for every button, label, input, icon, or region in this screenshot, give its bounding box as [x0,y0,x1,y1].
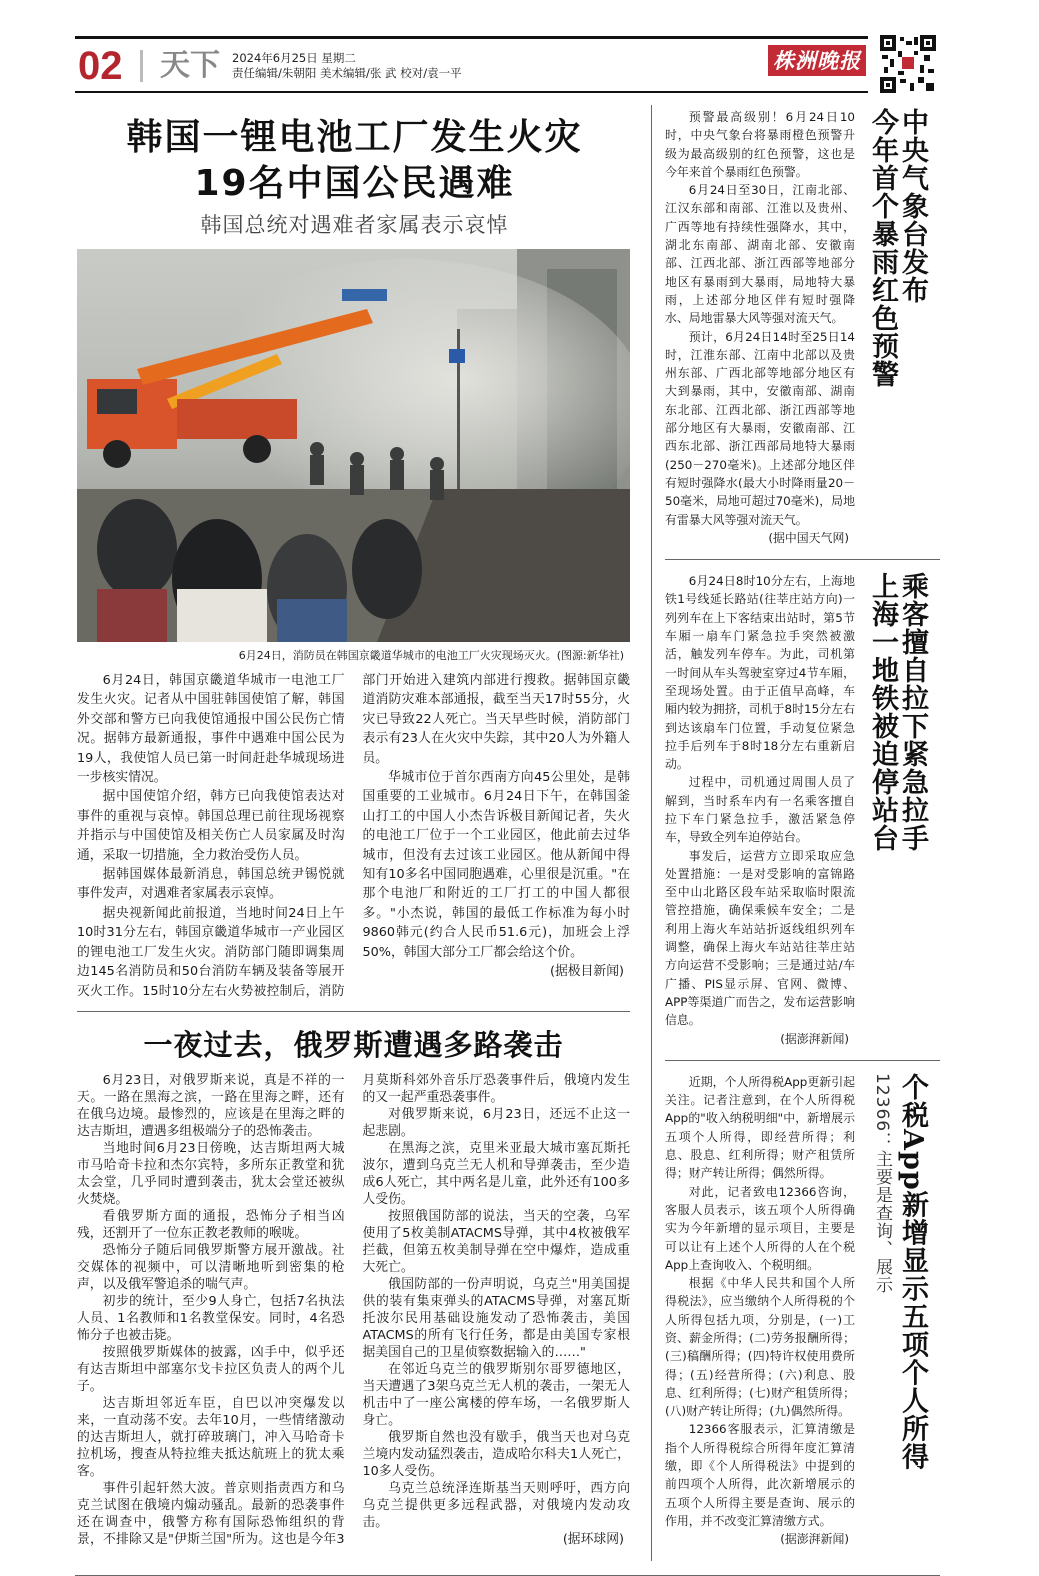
qr-code-icon [880,35,936,93]
paragraph: 按照俄罗斯媒体的披露，凶手中，似乎还有达吉斯坦中部塞尔戈卡拉区负责人的两个儿子。 [77,1344,345,1394]
paragraph: 恐怖分子随后同俄罗斯警方展开激战。社交媒体的视频中，可以清晰地听到密集的枪声，以及俄军警追杀的喘气声。 [77,1242,345,1292]
metro-article-body [665,572,855,1048]
lead-article-body [77,671,630,1012]
paragraph: 达吉斯坦邻近车臣，自巴以冲突爆发以来，一直动荡不安。去年10月，一些情绪激动的达吉斯坦人，就打碎玻璃门，冲入马哈奇卡拉机场，搜查从特拉维夫抵达航班上的犹太乘客。 [77,1395,345,1479]
left-column [75,105,652,1561]
tax-headline [867,1073,927,1471]
article-source: (据澎湃新闻) [780,1532,849,1547]
editor-credits: 责任编辑/朱朝阳 美术编辑/张 武 校对/袁一平 [232,66,462,80]
paragraph: 预警最高级别！6月24日10时，中央气象台将暴雨橙色预警升级为最高级别的红色预警，这也是今年来首个暴雨红色预警。 [665,110,855,179]
paragraph: 对此，记者致电12366咨询，客服人员表示，该五项个人所得确实为今年新增的显示项目，主要是可以让有上述个人所得的人在个税App上查询收入、个税明细。 [665,1184,855,1272]
paragraph: 事件引起轩然大波。普京则指责西方和乌克兰试图在俄境内煽动骚乱。最新的恐袭事件还在调查中，俄警方称有国际恐怖组织的背景，不排除又是"伊斯兰国"所为。这也是今年3月莫斯科郊外音乐厅恐袭事件后，俄境内发生的又一起严重恐袭事件。 [77,1072,630,1547]
issue-date: 2024年6月25日 星期二 [232,51,356,65]
paragraph: 过程中，司机通过周围人员了解到，当时系车内有一名乘客擅自拉下车门紧急拉手，激活紧急停车，导致全列车迫停站台。 [665,775,855,845]
right-column [652,105,940,1561]
paragraph: 俄罗斯自然也没有歇手，俄当天也对乌克兰境内发动猛烈袭击，造成哈尔科夫1人死亡，10多人受伤。 [362,1429,630,1479]
header-bottom-rule [75,91,868,93]
lead-headline-line1: 韩国一锂电池工厂发生火灾 [126,117,583,158]
page-number: 02 [78,44,123,88]
weather-headline-line1: 中央气象台发布 [897,108,928,304]
paragraph: 看俄罗斯方面的通报，恐怖分子相当凶残，还割开了一位东正教老教师的喉咙。 [77,1208,345,1241]
paragraph: 当地时间6月23日傍晚，达吉斯坦两大城市马哈奇卡拉和杰尔宾特，多所东正教堂和犹太会堂，几乎同时遭到袭击，犹太会堂还被纵火焚烧。 [77,1140,345,1207]
metro-headline [867,572,927,852]
article-source: (据中国天气网) [768,530,849,545]
header-divider [140,50,143,82]
paragraph: 据央视新闻此前报道，当地时间24日上午10时31分左右，韩国京畿道华城市一产业园区的锂电池工厂发生火灾。消防部门随即调集周边145名消防员和50台消防车辆及装备等展开灭火工作。15时10分左右火势被控制后，消防部门开始进入建筑内部进行搜救。据韩国京畿道消防灾难本部通报，截至当天17时55分，火灾已导致22人死亡。当天早些时候，消防部门表示有23人在火灾中失踪，其中20人为外籍人员。 [77,673,630,999]
section-name: 天下 [160,48,220,83]
newspaper-logo: 株洲晚报 [768,45,866,76]
article-source: (据澎湃新闻) [780,1031,849,1046]
paragraph: 预计，6月24日14时至25日14时，江淮东部、江南中北部以及贵州东部、广西北部等地部分地区有大到暴雨，其中，安徽南部、湖南东北部、江西北部、浙江西部等地部分地区有大暴雨，安徽南部、江西东北部、浙江西部局地特大暴雨(250－270毫米)。上述部分地区伴有短时强降水(最大小时降雨量20－50毫米，局地可超过70毫米)，局地有雷暴大风等强对流天气。 [665,329,855,527]
paragraph: 6月24日至30日，江南北部、江汉东部和南部、江淮以及贵州、广西等地有持续性强降水，其中，湖北东南部、湖南北部、安徽南部、江西北部、浙江西部等地部分地区有暴雨到大暴雨，局地特大暴雨，上述部分地区伴有短时强降水、局地雷暴大风等强对流天气。 [665,183,855,326]
article-source: (据环球网) [562,1531,624,1547]
paragraph: 按照俄国防部的说法，当天的空袭，乌军使用了5枚美制ATACMS导弹，其中4枚被俄军拦截，但第五枚美制导弹在空中爆炸，造成重大死亡。 [362,1208,630,1275]
metro-headline-line1: 乘客擅自拉下紧急拉手 [897,572,928,853]
issue-meta [232,51,462,81]
weather-headline-line2: 今年首个暴雨红色预警 [867,108,898,388]
page-body [75,105,940,1576]
paragraph: 乌克兰总统泽连斯基当天则呼吁，西方向乌克兰提供更多远程武器，对俄境内发动攻击。 [362,1480,630,1530]
tax-story [665,1060,940,1561]
paragraph: 在邻近乌克兰的俄罗斯别尔哥罗德地区，当天遭遇了3架乌克兰无人机的袭击，一架无人机击中了一座公寓楼的停车场，一名俄罗斯人身亡。 [362,1361,630,1428]
paragraph: 对俄罗斯来说，6月23日，还远不止这一起悲剧。 [362,1106,630,1139]
paragraph: 12366客服表示，汇算清缴是指个人所得税综合所得年度汇算清缴，即《个人所得税法》中提到的前四项个人所得，此次新增展示的五项个人所得主要是查询、展示的作用，并不改变汇算清缴方式。 [665,1422,855,1528]
paragraph: 在黑海之滨，克里米亚最大城市塞瓦斯托波尔，遭到乌克兰无人机和导弹袭击，至少造成6人死亡，其中两名是儿童，此外还有100多人受伤。 [362,1140,630,1207]
metro-headline-line2: 上海一地铁被迫停站台 [867,572,898,853]
tax-subheadline: 12366：主要是查询、展示 [872,1072,892,1294]
lead-headline-line2: 19名中国公民遇难 [194,163,515,204]
metro-story [665,559,940,1060]
paragraph: 华城市位于首尔西南方向45公里处，是韩国重要的工业城市。6月24日下午，在韩国釜山打工的中国人小杰告诉极目新闻记者，失火的电池工厂位于一个工业园区，他此前去过华城市，但没有去过该工业园区。他从新闻中得知有10多名中国同胞遇难，心里很是沉重。"在那个电池厂和附近的工厂打工的中国人都很多。"小杰说，韩国的最低工作标准为每小时9860韩元(约合人民币51.6元)，加班会上浮50%，韩国大部分工厂都会给这个价。 [362,770,630,960]
russia-article-body [77,1072,630,1548]
paragraph: 据中国使馆介绍，韩方已向我使馆表达对事件的重视与哀悼。韩国总理已前往现场视察并指示与中国使馆及相关伤亡人员家属及时沟通，采取一切措施，全力救治受伤人员。 [77,789,345,863]
paragraph: 6月24日，韩国京畿道华城市一电池工厂发生火灾。记者从中国驻韩国使馆了解，韩国外交部和警方已向我使馆通报中国公民伤亡情况。据韩方最新通报，事件中遇难中国公民为19人，我使馆人员已第一时间赶赴华城现场进一步核实情况。 [77,673,345,786]
paragraph: 根据《中华人民共和国个人所得税法》，应当缴纳个人所得税的个人所得包括九项，分别是，(一)工资、薪金所得；(二)劳务报酬所得；(三)稿酬所得；(四)特许权使用费所得；(五)经营所得；(六)利息、股息、红利所得；(七)财产租赁所得；(八)财产转让所得；(九)偶然所得。 [665,1276,855,1419]
article-source: (据极目新闻) [550,964,624,980]
top-rule [75,36,868,39]
paragraph: 初步的统计，至少9人身亡，包括7名执法人员、1名教师和1名教堂保安。同时，4名恐怖分子也被击毙。 [77,1293,345,1343]
weather-headline [867,108,927,388]
tax-article-body [665,1073,855,1549]
fire-scene-photo [77,249,630,642]
weather-article-body [665,108,855,547]
paragraph: 6月23日，对俄罗斯来说，真是不祥的一天。一路在黑海之滨，一路在里海之畔，还有在俄乌边境。最惨烈的，应该是在里海之畔的达吉斯坦，遭遇多组极端分子的恐怖袭击。 [77,1072,345,1139]
tax-headline-main: 个税App新增显示五项个人所得 [897,1072,928,1471]
weather-story [665,105,940,559]
paragraph: 俄国防部的一份声明说，乌克兰"用美国提供的装有集束弹头的ATACMS导弹，对塞瓦斯托波尔民用基础设施发动了恐怖袭击，美国ATACMS的所有飞行任务，都是由美国专家根据美国自己的卫星侦察数据输入的……" [362,1276,630,1360]
paragraph: 事发后，运营方立即采取应急处置措施：一是对受影响的富锦路至中山北路区段车站采取临时限流管控措施，确保乘候车安全；二是利用上海火车站站折返线组织列车调整，确保上海火车站站往莘庄站方向运营不受影响；三是通过站/车广播、PIS显示屏、官网、微博、APP等渠道广而告之，发布运营影响信息。 [665,848,855,1028]
paragraph: 6月24日8时10分左右，上海地铁1号线延长路站(往莘庄站方向)一列列车在上下客结束出站时，第5节车厢一扇车门紧急拉手突然被激活，触发列车停车。为此，司机第一时间从车头驾驶室穿过4节车厢，至现场处置。由于正值早高峰，车厢内较为拥挤，司机于8时15分左右到达该扇车门位置，手动复位紧急拉手后列车于8时18分左右重新启动。 [665,574,855,772]
photo-caption: 6月24日，消防员在韩国京畿道华城市的电池工厂火灾现场灭火。(图源:新华社) [238,649,624,662]
paragraph: 据韩国媒体最新消息，韩国总统尹锡悦就事件发声，对遇难者家属表示哀悼。 [77,867,345,902]
paragraph: 近期，个人所得税App更新引起关注。记者注意到，在个人所得税App的"收入纳税明细"中，新增展示五项个人所得，即经营所得；利息、股息、红利所得；财产租赁所得；财产转让所得；偶然所得。 [665,1074,855,1181]
russia-headline: 一夜过去，俄罗斯遭遇多路袭击 [143,1027,564,1062]
lead-subheadline: 韩国总统对遇难者家属表示哀悼 [200,213,509,237]
